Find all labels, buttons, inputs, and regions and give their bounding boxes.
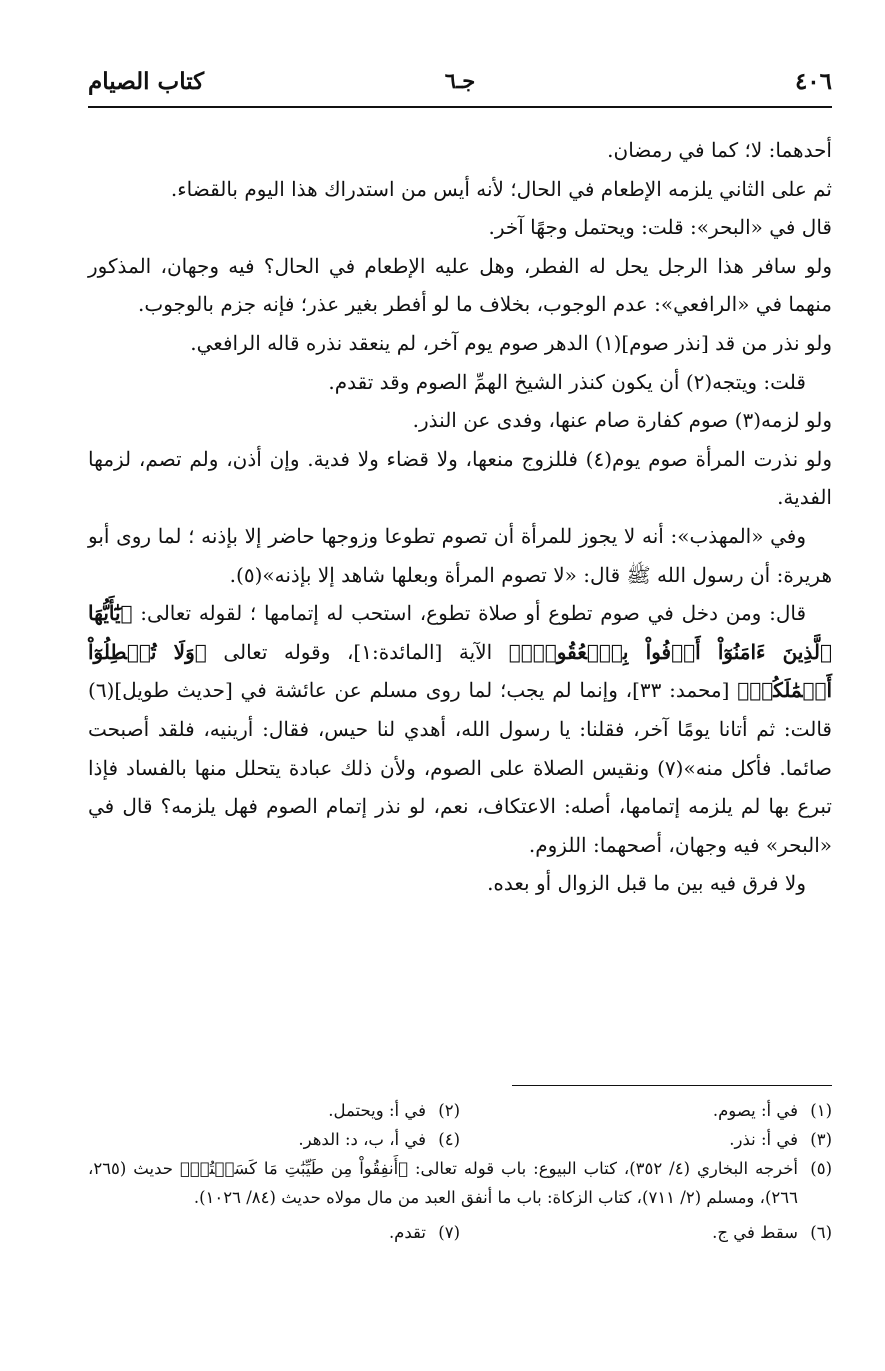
- footnote-2: [88, 1096, 460, 1125]
- paragraph-3: قال في «البحر»: قلت: ويحتمل وجهًا آخر.: [488, 215, 832, 240]
- paragraph-7: ولو لزمه(٣) صوم كفارة صام عنها، وفدى عن النذر.: [412, 408, 832, 433]
- footnote-number: (٥): [810, 1159, 832, 1178]
- running-header: [88, 58, 832, 108]
- footnote-number: (٣): [810, 1130, 832, 1149]
- paragraph-10-part-a: قال: ومن دخل في صوم تطوع أو صلاة تطوع، استحب له إتمامها ؛ لقوله تعالى:: [132, 601, 806, 626]
- quran-verse-1: ﴿يَٰٓأَيُّهَا ٱلَّذِينَ ءَامَنُوٓاْ أَوۡفُواْ بِٱلۡعُقُودِۚ﴾: [88, 601, 833, 664]
- footnote-7: [88, 1218, 460, 1247]
- paragraph-10-part-b: الآية [المائدة:١]، وقوله تعالى: [206, 639, 509, 664]
- paragraph-1: أحدهما: لا؛ كما في رمضان.: [607, 138, 832, 162]
- footnote-1: [460, 1096, 832, 1125]
- footnote-text: أخرجه البخاري (٤/ ٣٥٢)، كتاب البيوع: باب قوله تعالى: ﴿أَنفِقُواْ مِن طَيِّبَٰتِ مَا كَسَبۡتُمۡ﴾ حديث (٢٦٥، ٢٦٦)، ومسلم (٢/ ٧١١)، كتاب الزكاة: باب ما أنفق العبد من مال مولاه حديث (٨٤/ ١٠٢٦).: [88, 1159, 799, 1207]
- footnote-text: في أ: ويحتمل.: [328, 1101, 426, 1120]
- footnote-number: (٢): [438, 1101, 460, 1120]
- footnote-number: (٤): [438, 1130, 460, 1149]
- footnote-number: (٦): [810, 1223, 832, 1242]
- footnote-text: في أ، ب، د: الدهر.: [298, 1130, 426, 1149]
- footnote-4: [88, 1125, 460, 1154]
- footnote-separator: [512, 1085, 832, 1086]
- paragraph-11: ولا فرق فيه بين ما قبل الزوال أو بعده.: [487, 871, 806, 896]
- paragraph-4: ولو سافر هذا الرجل يحل له الفطر، وهل عليه الإطعام في الحال؟ فيه وجهان، المذكور منهما في «الرافعي»: عدم الوجوب، بخلاف ما لو أفطر بغير عذر؛ فإنه جزم بالوجوب.: [88, 253, 832, 317]
- paragraph-6: قلت: ويتجه(٢) أن يكون كنذر الشيخ الهمِّ الصوم وقد تقدم.: [328, 369, 806, 394]
- footnote-5: [88, 1154, 832, 1212]
- footnote-text: سقط في ج.: [712, 1223, 798, 1242]
- quran-verse-2: ﴿وَلَا تُبۡطِلُوٓاْ أَعۡمَٰلَكُمۡ﴾: [88, 639, 832, 703]
- footnote-text: في أ: يصوم.: [712, 1101, 798, 1120]
- volume-label: جـ٦: [444, 68, 476, 93]
- paragraph-2: ثم على الثاني يلزمه الإطعام في الحال؛ لأنه أيس من استدراك هذا اليوم بالقضاء.: [170, 176, 832, 201]
- footnote-text: تقدم.: [388, 1223, 426, 1242]
- header-rule: [88, 106, 832, 108]
- footnote-row: [88, 1125, 832, 1154]
- paragraph-10: [88, 594, 832, 864]
- footnote-row: [88, 1218, 832, 1247]
- paragraph-9: وفي «المهذب»: أنه لا يجوز للمرأة أن تصوم تطوعا وزوجها حاضر إلا بإذنه ؛ لما روى أبو هريرة: أن رسول الله ﷺ قال: «لا تصوم المرأة وبعلها شاهد إلا بإذنه»(٥).: [88, 523, 832, 587]
- book-title: كتاب الصيام: [88, 68, 205, 95]
- paragraph-8: ولو نذرت المرأة صوم يوم(٤) فللزوج منعها، ولا قضاء ولا فدية. وإن أذن، ولم تصم، لزمها الفدية.: [88, 446, 832, 510]
- footnote-6: [460, 1218, 832, 1247]
- paragraph-5: ولو نذر من قد [نذر صوم](١) الدهر صوم يوم آخر، لم ينعقد نذره قاله الرافعي.: [190, 330, 832, 355]
- footnote-number: (٧): [438, 1223, 460, 1242]
- footnote-3: [460, 1125, 832, 1154]
- footnote-text: في أ: نذر.: [729, 1130, 798, 1149]
- paragraph-10-part-c: [محمد: ٣٣]، وإنما لم يجب؛ لما روى مسلم عن عائشة في [حديث طويل](٦) قالت: ثم أتانا يومًا آخر، فقلنا: يا رسول الله، أهدي لنا حيس، فقال: أرينيه، فلقد أصبحت صائما. فأكل منه»(٧) ونقيس الصلاة على الصوم، ولأن ذلك عبادة يتحلل منها بالفساد فإذا تبرع بها لم يلزمه إتمامها، أصله: الاعتكاف، نعم، لو نذر إتمام الصوم فهل يلزمه؟ قال في «البحر» فيه وجهان، أصحهما: اللزوم.: [88, 678, 832, 857]
- main-text: [88, 131, 832, 903]
- page-number: ٤٠٦: [794, 68, 832, 95]
- footnote-number: (١): [810, 1101, 832, 1120]
- footnote-row: [88, 1096, 832, 1125]
- footnotes: [88, 1096, 832, 1247]
